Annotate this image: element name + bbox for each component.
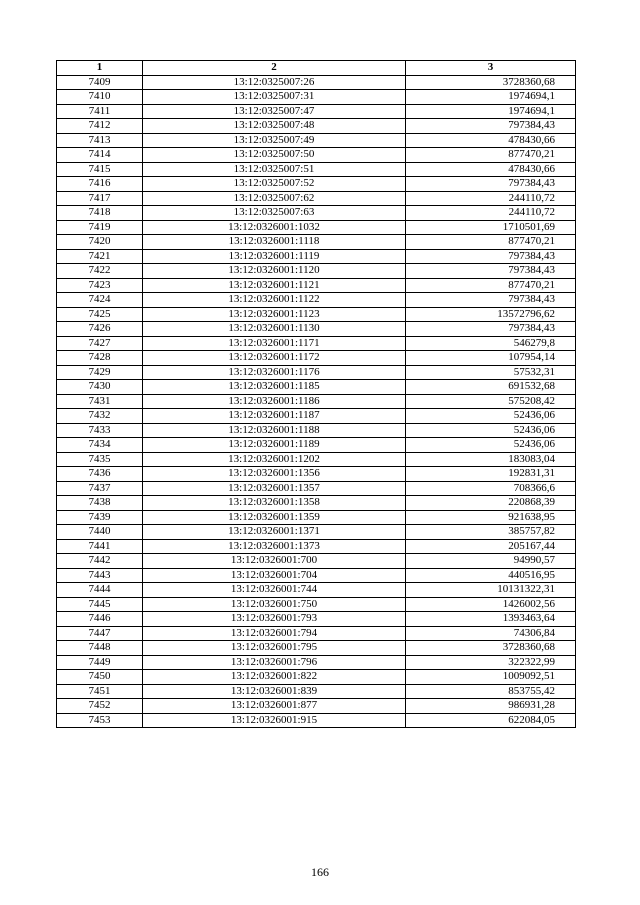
value-cell: 183083,04 [406,452,576,467]
row-number-cell: 7440 [57,525,143,540]
row-number-cell: 7417 [57,191,143,206]
table-row [57,351,576,366]
value-cell: 797384,43 [406,177,576,192]
table-row [57,322,576,337]
table-row [57,119,576,134]
row-number-cell: 7409 [57,75,143,90]
table-row [57,365,576,380]
cadastral-number-cell: 13:12:0325007:48 [143,119,406,134]
cadastral-number-cell: 13:12:0326001:795 [143,641,406,656]
row-number-cell: 7446 [57,612,143,627]
table-row [57,655,576,670]
value-cell: 546279,8 [406,336,576,351]
column-header-3: 3 [406,61,576,76]
value-cell: 220868,39 [406,496,576,511]
cadastral-number-cell: 13:12:0326001:1121 [143,278,406,293]
value-cell: 921638,95 [406,510,576,525]
value-cell: 3728360,68 [406,75,576,90]
value-cell: 244110,72 [406,191,576,206]
value-cell: 10131322,31 [406,583,576,598]
cadastral-number-cell: 13:12:0326001:1130 [143,322,406,337]
cadastral-number-cell: 13:12:0325007:63 [143,206,406,221]
cadastral-number-cell: 13:12:0325007:51 [143,162,406,177]
table-row [57,496,576,511]
cadastral-number-cell: 13:12:0325007:26 [143,75,406,90]
table-row [57,626,576,641]
value-cell: 1974694,1 [406,104,576,119]
table-row [57,481,576,496]
cadastral-number-cell: 13:12:0326001:1032 [143,220,406,235]
value-cell: 3728360,68 [406,641,576,656]
cadastral-number-cell: 13:12:0325007:31 [143,90,406,105]
value-cell: 708366,6 [406,481,576,496]
table-row [57,307,576,322]
cadastral-number-cell: 13:12:0326001:1187 [143,409,406,424]
value-cell: 52436,06 [406,438,576,453]
table-row [57,612,576,627]
table-row [57,104,576,119]
cadastral-number-cell: 13:12:0325007:50 [143,148,406,163]
table-row [57,583,576,598]
table-row [57,452,576,467]
value-cell: 622084,05 [406,713,576,728]
table-row [57,148,576,163]
cadastral-number-cell: 13:12:0326001:1118 [143,235,406,250]
cadastral-number-cell: 13:12:0326001:1188 [143,423,406,438]
table-row [57,438,576,453]
row-number-cell: 7422 [57,264,143,279]
value-cell: 1710501,69 [406,220,576,235]
value-cell: 74306,84 [406,626,576,641]
cadastral-number-cell: 13:12:0326001:1186 [143,394,406,409]
value-cell: 440516,95 [406,568,576,583]
row-number-cell: 7448 [57,641,143,656]
value-cell: 57532,31 [406,365,576,380]
table-row [57,162,576,177]
cadastral-number-cell: 13:12:0326001:1123 [143,307,406,322]
value-cell: 94990,57 [406,554,576,569]
row-number-cell: 7418 [57,206,143,221]
cadastral-number-cell: 13:12:0326001:1359 [143,510,406,525]
page-number: 166 [311,865,329,879]
row-number-cell: 7445 [57,597,143,612]
table-row [57,177,576,192]
row-number-cell: 7444 [57,583,143,598]
value-cell: 52436,06 [406,409,576,424]
cadastral-number-cell: 13:12:0326001:1171 [143,336,406,351]
row-number-cell: 7410 [57,90,143,105]
value-cell: 986931,28 [406,699,576,714]
cadastral-value-table [56,60,576,728]
row-number-cell: 7435 [57,452,143,467]
cadastral-number-cell: 13:12:0326001:1120 [143,264,406,279]
value-cell: 322322,99 [406,655,576,670]
cadastral-number-cell: 13:12:0326001:704 [143,568,406,583]
cadastral-number-cell: 13:12:0326001:1356 [143,467,406,482]
cadastral-number-cell: 13:12:0326001:1172 [143,351,406,366]
table-row [57,699,576,714]
row-number-cell: 7411 [57,104,143,119]
value-cell: 797384,43 [406,293,576,308]
column-header-2: 2 [143,61,406,76]
cadastral-number-cell: 13:12:0326001:1202 [143,452,406,467]
cadastral-number-cell: 13:12:0326001:793 [143,612,406,627]
table-row [57,278,576,293]
row-number-cell: 7452 [57,699,143,714]
value-cell: 691532,68 [406,380,576,395]
cadastral-number-cell: 13:12:0326001:796 [143,655,406,670]
row-number-cell: 7431 [57,394,143,409]
cadastral-number-cell: 13:12:0326001:744 [143,583,406,598]
value-cell: 385757,82 [406,525,576,540]
row-number-cell: 7426 [57,322,143,337]
row-number-cell: 7438 [57,496,143,511]
row-number-cell: 7436 [57,467,143,482]
cadastral-number-cell: 13:12:0326001:1122 [143,293,406,308]
row-number-cell: 7433 [57,423,143,438]
value-cell: 205167,44 [406,539,576,554]
row-number-cell: 7414 [57,148,143,163]
cadastral-number-cell: 13:12:0326001:1371 [143,525,406,540]
row-number-cell: 7412 [57,119,143,134]
row-number-cell: 7428 [57,351,143,366]
table-row [57,409,576,424]
value-cell: 192831,31 [406,467,576,482]
cadastral-number-cell: 13:12:0326001:1185 [143,380,406,395]
table-row [57,539,576,554]
table-row [57,597,576,612]
row-number-cell: 7430 [57,380,143,395]
value-cell: 877470,21 [406,278,576,293]
cadastral-number-cell: 13:12:0326001:1358 [143,496,406,511]
table-header [57,61,576,76]
cadastral-number-cell: 13:12:0326001:877 [143,699,406,714]
table-row [57,90,576,105]
table-row [57,220,576,235]
cadastral-number-cell: 13:12:0326001:700 [143,554,406,569]
row-number-cell: 7423 [57,278,143,293]
value-cell: 877470,21 [406,235,576,250]
table-body [57,75,576,728]
table-row [57,467,576,482]
row-number-cell: 7429 [57,365,143,380]
value-cell: 797384,43 [406,322,576,337]
cadastral-number-cell: 13:12:0326001:1176 [143,365,406,380]
table-row [57,75,576,90]
row-number-cell: 7413 [57,133,143,148]
table-row [57,713,576,728]
row-number-cell: 7437 [57,481,143,496]
value-cell: 797384,43 [406,264,576,279]
row-number-cell: 7425 [57,307,143,322]
table-row [57,206,576,221]
row-number-cell: 7416 [57,177,143,192]
value-cell: 877470,21 [406,148,576,163]
table-row [57,380,576,395]
row-number-cell: 7451 [57,684,143,699]
value-cell: 478430,66 [406,162,576,177]
row-number-cell: 7447 [57,626,143,641]
table-row [57,670,576,685]
cadastral-number-cell: 13:12:0326001:1119 [143,249,406,264]
cadastral-number-cell: 13:12:0325007:52 [143,177,406,192]
row-number-cell: 7441 [57,539,143,554]
row-number-cell: 7424 [57,293,143,308]
table-row [57,336,576,351]
row-number-cell: 7434 [57,438,143,453]
row-number-cell: 7450 [57,670,143,685]
table-row [57,423,576,438]
header-row [57,61,576,76]
table-row [57,684,576,699]
row-number-cell: 7432 [57,409,143,424]
cadastral-number-cell: 13:12:0326001:839 [143,684,406,699]
table-row [57,133,576,148]
row-number-cell: 7443 [57,568,143,583]
row-number-cell: 7419 [57,220,143,235]
value-cell: 797384,43 [406,249,576,264]
value-cell: 797384,43 [406,119,576,134]
value-cell: 853755,42 [406,684,576,699]
table-row [57,235,576,250]
value-cell: 1009092,51 [406,670,576,685]
cadastral-number-cell: 13:12:0326001:1357 [143,481,406,496]
table-row [57,293,576,308]
cadastral-number-cell: 13:12:0325007:49 [143,133,406,148]
cadastral-number-cell: 13:12:0326001:794 [143,626,406,641]
row-number-cell: 7427 [57,336,143,351]
table-row [57,191,576,206]
value-cell: 1974694,1 [406,90,576,105]
cadastral-number-cell: 13:12:0326001:1189 [143,438,406,453]
value-cell: 575208,42 [406,394,576,409]
row-number-cell: 7415 [57,162,143,177]
column-header-1: 1 [57,61,143,76]
value-cell: 478430,66 [406,133,576,148]
value-cell: 244110,72 [406,206,576,221]
value-cell: 107954,14 [406,351,576,366]
value-cell: 1393463,64 [406,612,576,627]
table-row [57,641,576,656]
value-cell: 1426002,56 [406,597,576,612]
row-number-cell: 7449 [57,655,143,670]
cadastral-number-cell: 13:12:0326001:1373 [143,539,406,554]
table-row [57,568,576,583]
table-row [57,249,576,264]
cadastral-number-cell: 13:12:0325007:47 [143,104,406,119]
row-number-cell: 7442 [57,554,143,569]
table-row [57,510,576,525]
row-number-cell: 7420 [57,235,143,250]
row-number-cell: 7421 [57,249,143,264]
cadastral-number-cell: 13:12:0326001:915 [143,713,406,728]
row-number-cell: 7453 [57,713,143,728]
value-cell: 52436,06 [406,423,576,438]
row-number-cell: 7439 [57,510,143,525]
cadastral-number-cell: 13:12:0326001:750 [143,597,406,612]
value-cell: 13572796,62 [406,307,576,322]
table-row [57,394,576,409]
table-row [57,264,576,279]
table-row [57,525,576,540]
cadastral-number-cell: 13:12:0325007:62 [143,191,406,206]
table-row [57,554,576,569]
cadastral-number-cell: 13:12:0326001:822 [143,670,406,685]
